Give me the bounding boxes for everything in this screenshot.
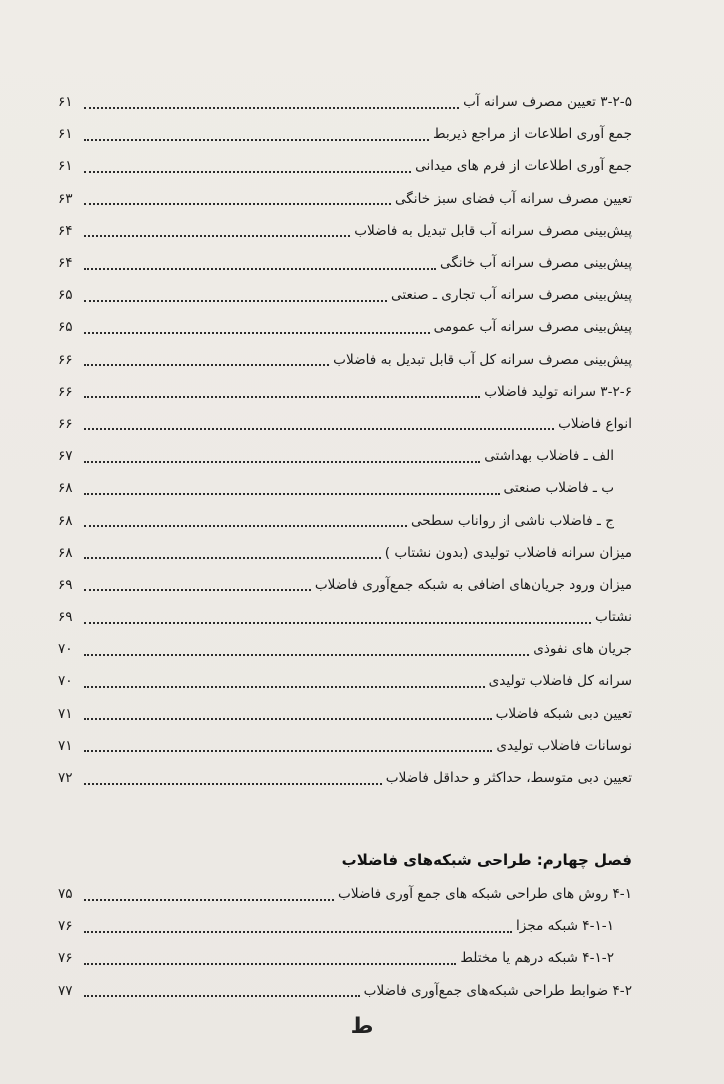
toc-entry-title: پیش‌بینی مصرف سرانه آب خانگی: [440, 255, 632, 272]
toc-entry-title: نوسانات فاضلاب تولیدی: [496, 737, 632, 754]
toc-entry-page: ۷۵: [58, 886, 73, 903]
toc-entry: [58, 215, 632, 247]
dot-leader: [84, 524, 407, 527]
toc-entry: [58, 86, 632, 118]
toc-entry: [58, 279, 632, 311]
dot-leader: [84, 492, 500, 495]
toc-entry-page: ۶۸: [58, 544, 73, 561]
toc-entry-title: جریان های نفوذی: [533, 641, 632, 658]
toc-entry-page: ۶۹: [58, 609, 73, 626]
chapter-heading: فصل چهارم: طراحی شبکه‌های فاضلاب: [341, 851, 632, 869]
toc-entry: [58, 537, 632, 569]
toc-entry-page: ۷۱: [58, 737, 73, 754]
dot-leader: [84, 898, 334, 901]
toc-entry: [58, 698, 632, 730]
toc-entry: [58, 472, 632, 504]
toc-entry-title: ۴-۱-۱ شبکه مجزا: [516, 918, 614, 935]
dot-leader: [84, 782, 382, 785]
toc-entry-page: ۶۵: [58, 287, 73, 304]
toc-entry-page: ۶۶: [58, 351, 73, 368]
dot-leader: [84, 460, 480, 463]
toc-entry: [58, 344, 632, 376]
toc-entry-page: ۶۱: [58, 126, 73, 143]
toc-entry-page: ۶۶: [58, 383, 73, 400]
toc-entry-page: ۷۲: [58, 770, 73, 787]
toc-entry-title: ۳-۲-۶ سرانه تولید فاضلاب: [484, 383, 632, 400]
toc-entry-page: ۶۴: [58, 255, 73, 272]
toc-entry-title: میزان سرانه فاضلاب تولیدی (بدون نشتاب ): [384, 544, 632, 561]
dot-leader: [84, 653, 529, 656]
toc-entry: [58, 247, 632, 279]
dot-leader: [84, 331, 430, 334]
toc-entry-page: ۶۱: [58, 94, 73, 111]
toc-entry-title: نشتاب: [595, 609, 632, 626]
toc-entry: [58, 601, 632, 633]
dot-leader: [84, 427, 554, 430]
dot-leader: [84, 621, 591, 624]
page-folio: ط: [350, 1014, 374, 1039]
toc-entry: [58, 408, 632, 440]
dot-leader: [84, 395, 480, 398]
toc-entry-page: ۶۹: [58, 576, 73, 593]
toc-entry-page: ۷۷: [58, 982, 73, 999]
toc-entry: [58, 730, 632, 762]
dot-leader: [84, 170, 411, 173]
dot-leader: [84, 234, 350, 237]
toc-entry-title: جمع آوری اطلاعات از فرم های میدانی: [415, 158, 632, 175]
toc-entry: [58, 150, 632, 182]
toc-entry-title: ۳-۲-۵ تعیین مصرف سرانه آب: [463, 94, 632, 111]
toc-entry: [58, 440, 632, 472]
toc-entry: [58, 376, 632, 408]
dot-leader: [84, 962, 456, 965]
dot-leader: [84, 556, 381, 559]
toc-entry-title: ۴-۲ ضوابط طراحی شبکه‌های جمع‌آوری فاضلاب: [363, 982, 632, 999]
toc-entry-title: ب ـ فاضلاب صنعتی: [503, 480, 614, 497]
toc-entry-title: ۴-۱-۲ شبکه درهم یا مختلط: [460, 950, 614, 967]
dot-leader: [84, 299, 387, 302]
toc-entry-page: ۷۶: [58, 918, 73, 935]
toc-entry-title: تعیین مصرف سرانه آب فضای سبز خانگی: [394, 190, 632, 207]
toc-entry: [58, 311, 632, 343]
toc-entry: [58, 504, 632, 536]
dot-leader: [84, 106, 459, 109]
toc-entry: [58, 665, 632, 697]
toc-entry-title: جمع آوری اطلاعات از مراجع ذیربط: [433, 126, 632, 143]
toc-entry-page: ۶۳: [58, 190, 73, 207]
dot-leader: [84, 717, 492, 720]
dot-leader: [84, 685, 485, 688]
dot-leader: [84, 994, 360, 997]
toc-entry-title: پیش‌بینی مصرف سرانه آب عمومی: [433, 319, 632, 336]
toc-entry: [58, 975, 632, 1007]
dot-leader: [84, 930, 512, 933]
toc-entry-title: ۴-۱ روش های طراحی شبکه های جمع آوری فاضلاب: [338, 886, 632, 903]
toc-entry-page: ۷۶: [58, 950, 73, 967]
toc-entry-title: الف ـ فاضلاب بهداشتی: [484, 448, 614, 465]
toc-entry: [58, 633, 632, 665]
toc-entry-page: ۶۸: [58, 512, 73, 529]
toc-entry-page: ۶۵: [58, 319, 73, 336]
toc-entry-title: انواع فاضلاب: [558, 415, 632, 432]
toc-entry-title: پیش‌بینی مصرف سرانه آب تجاری ـ صنعتی: [391, 287, 632, 304]
toc-entry-title: پیش‌بینی مصرف سرانه آب قابل تبدیل به فاضلاب: [354, 222, 632, 239]
chapter-contents: [58, 878, 632, 1007]
dot-leader: [84, 267, 436, 270]
toc-entry: [58, 118, 632, 150]
toc-entry: [58, 910, 632, 942]
dot-leader: [84, 588, 311, 591]
toc-entry-page: ۶۸: [58, 480, 73, 497]
dot-leader: [84, 138, 429, 141]
toc-entry: [58, 762, 632, 794]
toc-entry-page: ۷۰: [58, 673, 73, 690]
toc-entry-title: تعیین دبی شبکه فاضلاب: [495, 705, 632, 722]
dot-leader: [84, 202, 391, 205]
toc-entry: [58, 878, 632, 910]
toc-entry-page: ۶۶: [58, 415, 73, 432]
toc-entry: [58, 942, 632, 974]
table-of-contents: [58, 86, 632, 794]
dot-leader: [84, 363, 329, 366]
toc-entry-page: ۶۱: [58, 158, 73, 175]
toc-entry-title: ج ـ فاضلاب ناشی از رواناب سطحی: [410, 512, 614, 529]
toc-entry: [58, 569, 632, 601]
toc-entry: [58, 183, 632, 215]
toc-entry-page: ۷۰: [58, 641, 73, 658]
toc-entry-title: تعیین دبی متوسط، حداکثر و حداقل فاضلاب: [385, 770, 632, 787]
toc-entry-page: ۶۷: [58, 448, 73, 465]
toc-entry-title: میزان ورود جریان‌های اضافی به شبکه جمع‌آوری فاضلاب: [314, 576, 632, 593]
dot-leader: [84, 749, 492, 752]
toc-entry-page: ۷۱: [58, 705, 73, 722]
toc-entry-title: سرانه کل فاضلاب تولیدی: [488, 673, 632, 690]
toc-entry-title: پیش‌بینی مصرف سرانه کل آب قابل تبدیل به فاضلاب: [333, 351, 632, 368]
toc-entry-page: ۶۴: [58, 222, 73, 239]
